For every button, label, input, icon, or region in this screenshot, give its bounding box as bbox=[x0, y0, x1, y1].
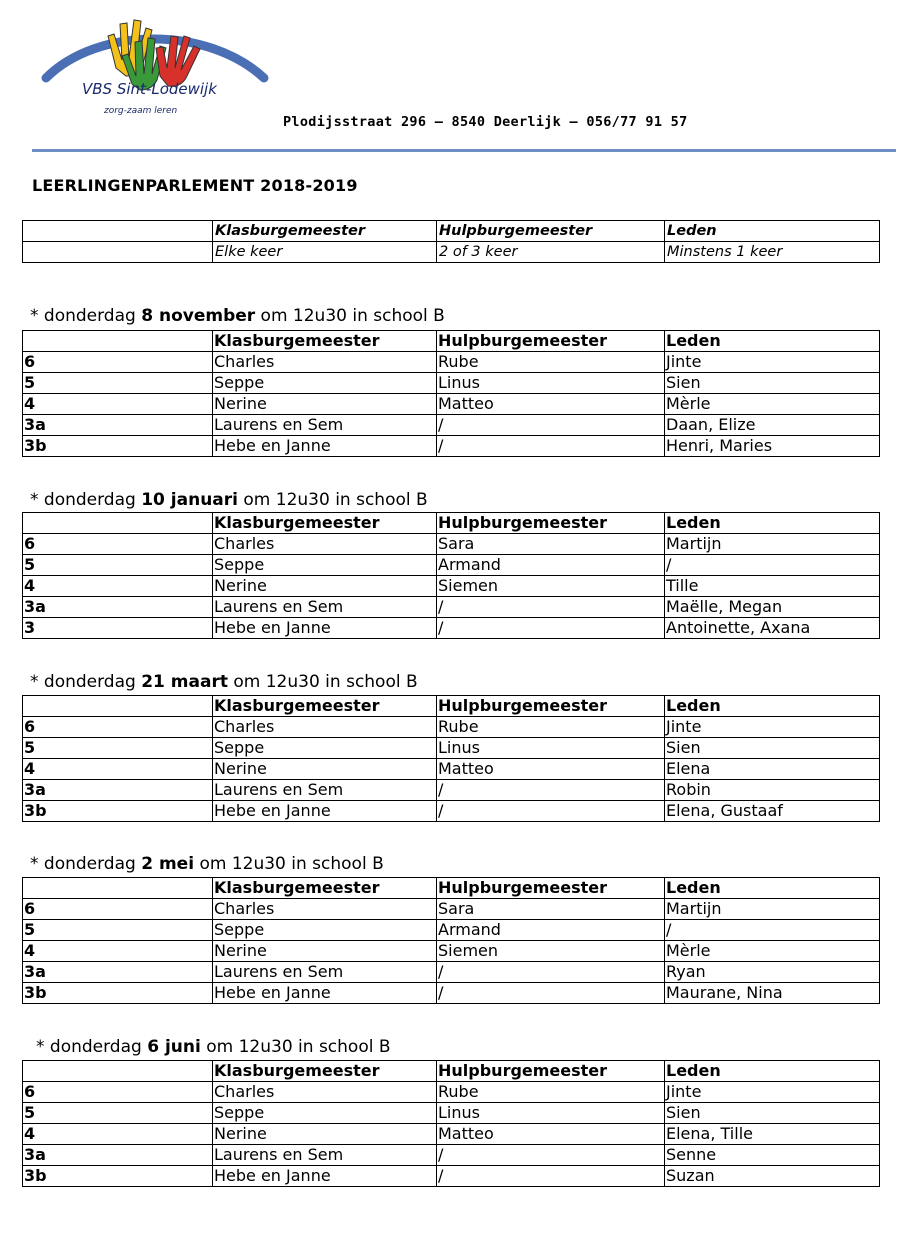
class-cell: 4 bbox=[23, 394, 213, 415]
klasburgemeester-cell: Seppe bbox=[213, 373, 437, 394]
klasburgemeester-cell: Hebe en Janne bbox=[213, 801, 437, 822]
hulpburgemeester-cell: Linus bbox=[437, 1103, 665, 1124]
empty-cell bbox=[23, 513, 213, 534]
leden-cell: Jinte bbox=[665, 352, 880, 373]
table-row bbox=[23, 534, 880, 555]
klasburgemeester-cell: Seppe bbox=[213, 1103, 437, 1124]
leden-cell: Senne bbox=[665, 1145, 880, 1166]
table-row bbox=[23, 352, 880, 373]
class-cell: 3b bbox=[23, 801, 213, 822]
table-row bbox=[23, 1166, 880, 1187]
meeting-heading: * donderdag 8 november om 12u30 in school B bbox=[30, 306, 445, 326]
class-cell: 6 bbox=[23, 534, 213, 555]
class-cell: 6 bbox=[23, 899, 213, 920]
column-header: Leden bbox=[665, 331, 880, 352]
klasburgemeester-cell: Charles bbox=[213, 717, 437, 738]
meeting-table bbox=[22, 512, 880, 639]
meeting-heading: * donderdag 10 januari om 12u30 in school B bbox=[30, 490, 428, 510]
table-row bbox=[23, 1082, 880, 1103]
legend-frequency-cell: Minstens 1 keer bbox=[665, 242, 880, 263]
leden-cell: Tille bbox=[665, 576, 880, 597]
school-address: Plodijsstraat 296 – 8540 Deerlijk – 056/77 91 57 bbox=[283, 114, 688, 130]
meeting-header-row bbox=[23, 1061, 880, 1082]
hulpburgemeester-cell: Linus bbox=[437, 738, 665, 759]
table-row bbox=[23, 597, 880, 618]
class-cell: 3 bbox=[23, 618, 213, 639]
leden-cell: Daan, Elize bbox=[665, 415, 880, 436]
table-row bbox=[23, 373, 880, 394]
class-cell: 6 bbox=[23, 1082, 213, 1103]
leden-cell: Sien bbox=[665, 373, 880, 394]
legend-table bbox=[22, 220, 880, 263]
column-header: Klasburgemeester bbox=[213, 331, 437, 352]
hulpburgemeester-cell: Rube bbox=[437, 717, 665, 738]
klasburgemeester-cell: Seppe bbox=[213, 738, 437, 759]
leden-cell: Mèrle bbox=[665, 394, 880, 415]
class-cell: 5 bbox=[23, 738, 213, 759]
table-row bbox=[23, 962, 880, 983]
class-cell: 5 bbox=[23, 1103, 213, 1124]
table-row bbox=[23, 576, 880, 597]
table-row bbox=[23, 780, 880, 801]
hulpburgemeester-cell: Sara bbox=[437, 899, 665, 920]
meeting-table bbox=[22, 330, 880, 457]
klasburgemeester-cell: Laurens en Sem bbox=[213, 415, 437, 436]
column-header: Klasburgemeester bbox=[213, 696, 437, 717]
class-cell: 3a bbox=[23, 780, 213, 801]
hulpburgemeester-cell: / bbox=[437, 801, 665, 822]
leden-cell: Martijn bbox=[665, 534, 880, 555]
leden-cell: Maurane, Nina bbox=[665, 983, 880, 1004]
hulpburgemeester-cell: Matteo bbox=[437, 1124, 665, 1145]
table-row bbox=[23, 394, 880, 415]
table-row bbox=[23, 920, 880, 941]
table-row bbox=[23, 1124, 880, 1145]
class-cell: 3b bbox=[23, 436, 213, 457]
klasburgemeester-cell: Nerine bbox=[213, 759, 437, 780]
hulpburgemeester-cell: Armand bbox=[437, 920, 665, 941]
hulpburgemeester-cell: Matteo bbox=[437, 394, 665, 415]
hulpburgemeester-cell: / bbox=[437, 1166, 665, 1187]
klasburgemeester-cell: Nerine bbox=[213, 394, 437, 415]
class-cell: 4 bbox=[23, 576, 213, 597]
column-header: Leden bbox=[665, 1061, 880, 1082]
legend-header-cell: Klasburgemeester bbox=[213, 221, 437, 242]
class-cell: 4 bbox=[23, 941, 213, 962]
class-cell: 3a bbox=[23, 597, 213, 618]
class-cell: 4 bbox=[23, 759, 213, 780]
meeting-header-row bbox=[23, 696, 880, 717]
leden-cell: Elena bbox=[665, 759, 880, 780]
column-header: Hulpburgemeester bbox=[437, 331, 665, 352]
hulpburgemeester-cell: / bbox=[437, 597, 665, 618]
table-row bbox=[23, 717, 880, 738]
meeting-heading: * donderdag 21 maart om 12u30 in school B bbox=[30, 672, 418, 692]
meeting-table bbox=[22, 877, 880, 1004]
header-divider bbox=[32, 149, 896, 152]
meeting-table bbox=[22, 695, 880, 822]
class-cell: 3b bbox=[23, 983, 213, 1004]
table-row bbox=[23, 801, 880, 822]
column-header: Leden bbox=[665, 696, 880, 717]
column-header: Hulpburgemeester bbox=[437, 696, 665, 717]
leden-cell: Martijn bbox=[665, 899, 880, 920]
leden-cell: Robin bbox=[665, 780, 880, 801]
table-row bbox=[23, 618, 880, 639]
legend-header-cell: Leden bbox=[665, 221, 880, 242]
legend-frequency-cell: Elke keer bbox=[213, 242, 437, 263]
hulpburgemeester-cell: Rube bbox=[437, 352, 665, 373]
class-cell: 4 bbox=[23, 1124, 213, 1145]
klasburgemeester-cell: Laurens en Sem bbox=[213, 780, 437, 801]
school-name: VBS Sint-Lodewijk bbox=[82, 80, 217, 98]
hulpburgemeester-cell: / bbox=[437, 415, 665, 436]
klasburgemeester-cell: Charles bbox=[213, 1082, 437, 1103]
leden-cell: Antoinette, Axana bbox=[665, 618, 880, 639]
klasburgemeester-cell: Laurens en Sem bbox=[213, 962, 437, 983]
class-cell: 3a bbox=[23, 1145, 213, 1166]
klasburgemeester-cell: Hebe en Janne bbox=[213, 618, 437, 639]
hulpburgemeester-cell: / bbox=[437, 1145, 665, 1166]
column-header: Klasburgemeester bbox=[213, 878, 437, 899]
hulpburgemeester-cell: Siemen bbox=[437, 941, 665, 962]
legend-header-row bbox=[23, 221, 880, 242]
klasburgemeester-cell: Nerine bbox=[213, 576, 437, 597]
class-cell: 3a bbox=[23, 415, 213, 436]
legend-header-cell: Hulpburgemeester bbox=[437, 221, 665, 242]
class-cell: 3b bbox=[23, 1166, 213, 1187]
hulpburgemeester-cell: / bbox=[437, 780, 665, 801]
hulpburgemeester-cell: Armand bbox=[437, 555, 665, 576]
class-cell: 6 bbox=[23, 352, 213, 373]
table-row bbox=[23, 941, 880, 962]
class-cell: 5 bbox=[23, 920, 213, 941]
klasburgemeester-cell: Charles bbox=[213, 352, 437, 373]
table-row bbox=[23, 759, 880, 780]
meeting-heading: * donderdag 6 juni om 12u30 in school B bbox=[36, 1037, 391, 1057]
klasburgemeester-cell: Nerine bbox=[213, 941, 437, 962]
table-row bbox=[23, 436, 880, 457]
leden-cell: Jinte bbox=[665, 717, 880, 738]
column-header: Hulpburgemeester bbox=[437, 1061, 665, 1082]
table-row bbox=[23, 983, 880, 1004]
leden-cell: Mèrle bbox=[665, 941, 880, 962]
legend-empty-cell bbox=[23, 221, 213, 242]
class-cell: 5 bbox=[23, 373, 213, 394]
legend-frequency-cell: 2 of 3 keer bbox=[437, 242, 665, 263]
column-header: Klasburgemeester bbox=[213, 513, 437, 534]
hulpburgemeester-cell: / bbox=[437, 983, 665, 1004]
leden-cell: / bbox=[665, 555, 880, 576]
leden-cell: / bbox=[665, 920, 880, 941]
klasburgemeester-cell: Hebe en Janne bbox=[213, 436, 437, 457]
meeting-heading: * donderdag 2 mei om 12u30 in school B bbox=[30, 854, 384, 874]
empty-cell bbox=[23, 1061, 213, 1082]
empty-cell bbox=[23, 331, 213, 352]
table-row bbox=[23, 738, 880, 759]
leden-cell: Sien bbox=[665, 738, 880, 759]
table-row bbox=[23, 1103, 880, 1124]
empty-cell bbox=[23, 878, 213, 899]
legend-empty-cell bbox=[23, 242, 213, 263]
hulpburgemeester-cell: / bbox=[437, 436, 665, 457]
leden-cell: Ryan bbox=[665, 962, 880, 983]
klasburgemeester-cell: Charles bbox=[213, 534, 437, 555]
klasburgemeester-cell: Hebe en Janne bbox=[213, 983, 437, 1004]
klasburgemeester-cell: Hebe en Janne bbox=[213, 1166, 437, 1187]
hulpburgemeester-cell: Rube bbox=[437, 1082, 665, 1103]
leden-cell: Henri, Maries bbox=[665, 436, 880, 457]
leden-cell: Maëlle, Megan bbox=[665, 597, 880, 618]
table-row bbox=[23, 555, 880, 576]
class-cell: 5 bbox=[23, 555, 213, 576]
empty-cell bbox=[23, 696, 213, 717]
klasburgemeester-cell: Laurens en Sem bbox=[213, 1145, 437, 1166]
class-cell: 6 bbox=[23, 717, 213, 738]
table-row bbox=[23, 899, 880, 920]
meeting-header-row bbox=[23, 513, 880, 534]
column-header: Leden bbox=[665, 878, 880, 899]
meeting-header-row bbox=[23, 878, 880, 899]
klasburgemeester-cell: Charles bbox=[213, 899, 437, 920]
table-row bbox=[23, 1145, 880, 1166]
meeting-table bbox=[22, 1060, 880, 1187]
legend-frequency-row bbox=[23, 242, 880, 263]
column-header: Hulpburgemeester bbox=[437, 513, 665, 534]
column-header: Hulpburgemeester bbox=[437, 878, 665, 899]
leden-cell: Jinte bbox=[665, 1082, 880, 1103]
meeting-header-row bbox=[23, 331, 880, 352]
hulpburgemeester-cell: / bbox=[437, 962, 665, 983]
hulpburgemeester-cell: Matteo bbox=[437, 759, 665, 780]
leden-cell: Suzan bbox=[665, 1166, 880, 1187]
klasburgemeester-cell: Laurens en Sem bbox=[213, 597, 437, 618]
table-row bbox=[23, 415, 880, 436]
hulpburgemeester-cell: / bbox=[437, 618, 665, 639]
leden-cell: Elena, Gustaaf bbox=[665, 801, 880, 822]
klasburgemeester-cell: Seppe bbox=[213, 920, 437, 941]
hulpburgemeester-cell: Linus bbox=[437, 373, 665, 394]
document-title: LEERLINGENPARLEMENT 2018-2019 bbox=[32, 176, 358, 195]
leden-cell: Elena, Tille bbox=[665, 1124, 880, 1145]
klasburgemeester-cell: Nerine bbox=[213, 1124, 437, 1145]
column-header: Klasburgemeester bbox=[213, 1061, 437, 1082]
leden-cell: Sien bbox=[665, 1103, 880, 1124]
hulpburgemeester-cell: Siemen bbox=[437, 576, 665, 597]
class-cell: 3a bbox=[23, 962, 213, 983]
column-header: Leden bbox=[665, 513, 880, 534]
school-tagline: zorg-zaam leren bbox=[104, 106, 178, 116]
hulpburgemeester-cell: Sara bbox=[437, 534, 665, 555]
klasburgemeester-cell: Seppe bbox=[213, 555, 437, 576]
